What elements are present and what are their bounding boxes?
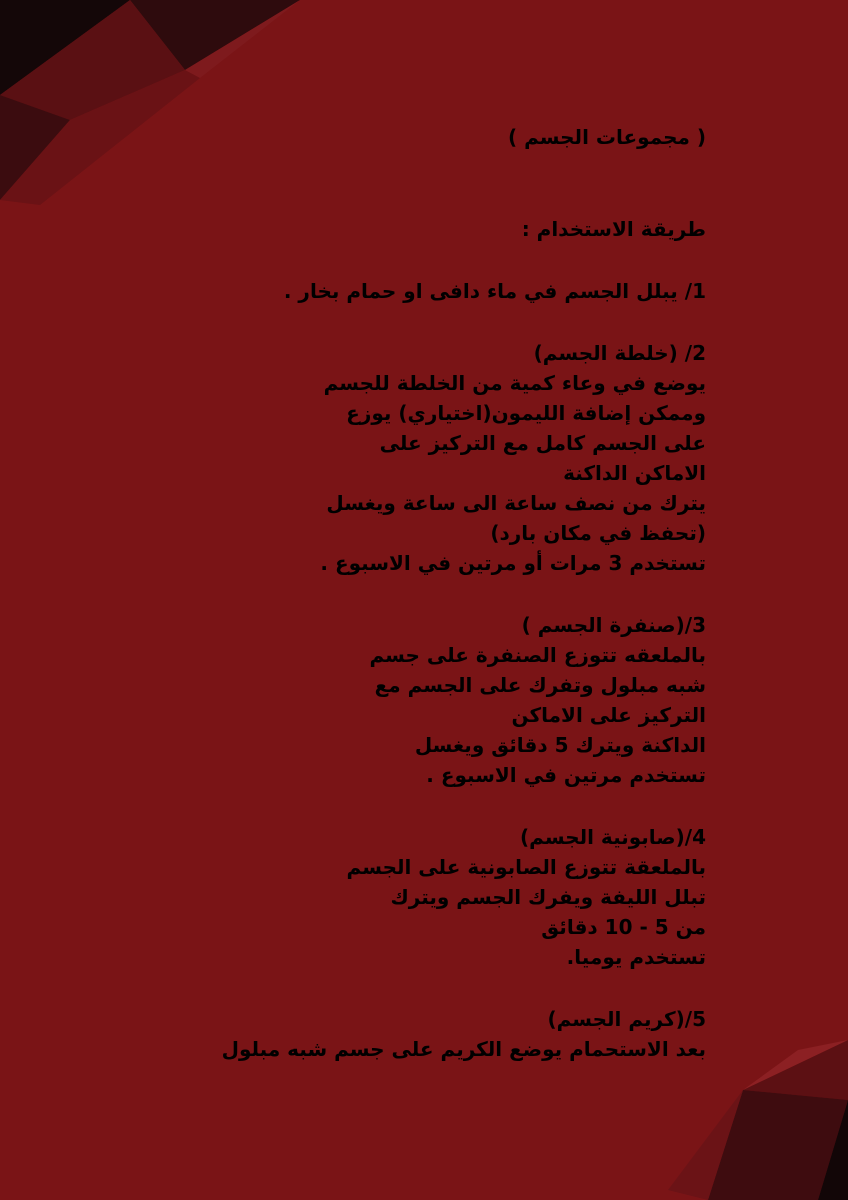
step-3-line: بالملعقه تتوزع الصنفرة على جسم xyxy=(369,643,706,667)
corner-decoration-bottom-right xyxy=(648,1040,848,1200)
step-4-line: من 5 - 10 دقائق xyxy=(541,915,706,939)
step-3-line: التركيز على الاماكن xyxy=(511,703,706,727)
step-2 xyxy=(100,338,706,578)
step-3-line: الداكنة ويترك 5 دقائق ويغسل xyxy=(414,733,706,757)
step-2-line: على الجسم كامل مع التركيز على xyxy=(379,431,706,455)
step-1-line: 1/ يبلل الجسم في ماء دافى او حمام بخار . xyxy=(283,279,706,303)
usage-heading: طريقة الاستخدام : xyxy=(521,217,706,241)
step-2-line: وممكن إضافة الليمون(اختياري) يوزع xyxy=(346,401,706,425)
step-4-line: تبلل الليفة ويفرك الجسم ويترك xyxy=(390,885,706,909)
step-3-line: تستخدم مرتين في الاسبوع . xyxy=(426,763,706,787)
step-2-line: يوضع في وعاء كمية من الخلطة للجسم xyxy=(323,371,706,395)
step-3-line: شبه مبلول وتفرك على الجسم مع xyxy=(374,673,706,697)
step-5 xyxy=(100,1004,706,1064)
step-3 xyxy=(100,610,706,790)
step-1 xyxy=(100,276,706,306)
step-4-line: بالملعقة تتوزع الصابونية على الجسم xyxy=(346,855,706,879)
step-2-heading: 2/ (خلطة الجسم) xyxy=(533,341,706,365)
document-title: ( مجموعات الجسم ) xyxy=(508,125,706,149)
step-4-heading: 4/(صابونية الجسم) xyxy=(520,825,706,849)
step-5-heading: 5/(كريم الجسم) xyxy=(547,1007,706,1031)
document-body xyxy=(100,122,706,1064)
step-5-line: بعد الاستحمام يوضع الكريم على جسم شبه مبلول xyxy=(221,1037,706,1061)
step-2-line: يترك من نصف ساعة الى ساعة ويغسل xyxy=(326,491,706,515)
step-2-line: تستخدم 3 مرات أو مرتين في الاسبوع . xyxy=(320,551,706,575)
step-4 xyxy=(100,822,706,972)
step-2-line: الاماكن الداكنة xyxy=(563,461,706,485)
step-3-heading: 3/(صنفرة الجسم ) xyxy=(521,613,706,637)
step-2-line: (تحفظ في مكان بارد) xyxy=(490,521,706,545)
step-4-line: تستخدم يوميا. xyxy=(566,945,706,969)
